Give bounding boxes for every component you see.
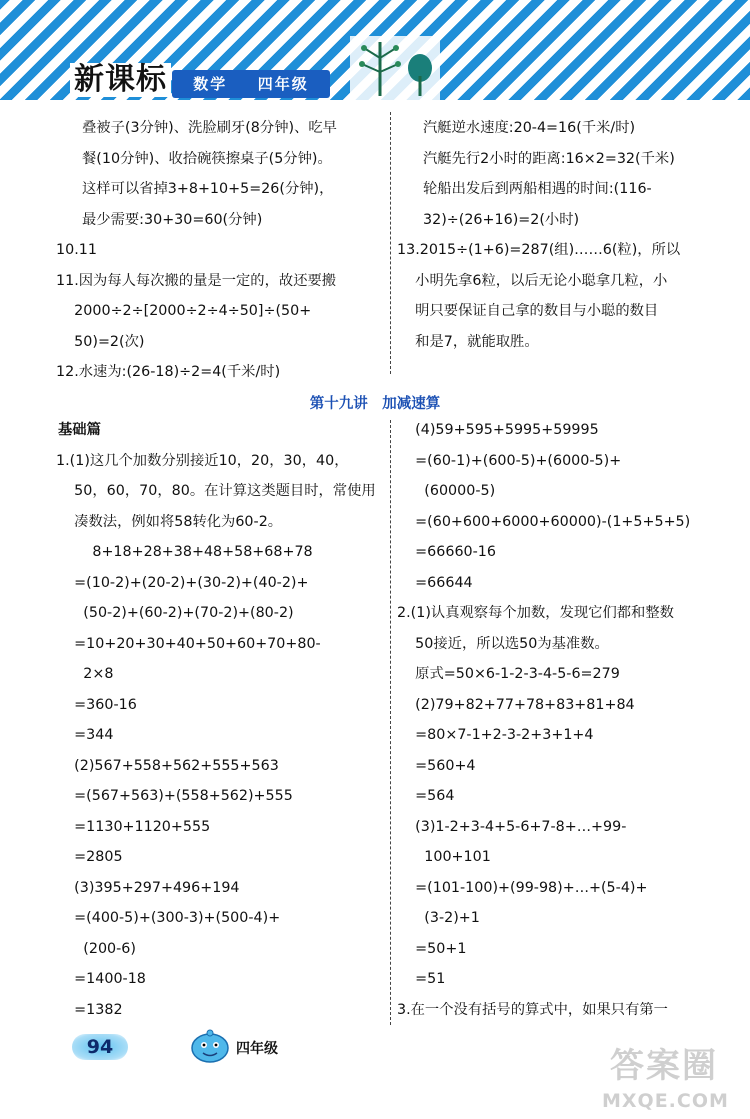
text-line: 餐(10分钟)、收拾碗筷擦桌子(5分钟)。 <box>82 150 332 167</box>
column-divider <box>390 420 391 1025</box>
text-line: 汽艇先行2小时的距离:16×2=32(千米) <box>423 150 675 167</box>
page-number: 94 <box>72 1034 128 1060</box>
text-line: =344 <box>56 727 114 743</box>
watermark-url: MXQE.COM <box>602 1090 729 1112</box>
text-line: (200-6) <box>56 940 136 957</box>
text-line: 最少需要:30+30=60(分钟) <box>82 211 263 228</box>
text-line: 12.水速为:(26-18)÷2=4(千米/时) <box>56 364 281 380</box>
text-line: =51 <box>397 971 446 987</box>
text-line: =66660-16 <box>397 544 496 560</box>
text-line: 3.在一个没有括号的算式中，如果只有第一 <box>397 1001 668 1018</box>
text-line: 凑数法，例如将58转化为60-2。 <box>56 513 283 530</box>
text-line: 叠被子(3分钟)、洗脸刷牙(8分钟)、吃早 <box>82 120 337 136</box>
text-line: 100+101 <box>397 849 491 865</box>
text-line: (3-2)+1 <box>397 910 480 926</box>
text-line: 11.因为每人每次搬的量是一定的，故还要搬 <box>56 272 337 289</box>
text-line: 2×8 <box>56 666 114 682</box>
top-left-column <box>56 113 382 388</box>
text-line: =66644 <box>397 574 473 591</box>
text-line: (3)1-2+3-4+5-6+7-8+…+99- <box>397 818 627 835</box>
text-line: =(60-1)+(600-5)+(6000-5)+ <box>397 452 622 469</box>
text-line: =(101-100)+(99-98)+…+(5-4)+ <box>397 879 648 896</box>
text-line: 13.2015÷(1+6)=287(组)……6(粒)，所以 <box>397 242 681 258</box>
text-line: =(60+600+6000+60000)-(1+5+5+5) <box>397 513 691 530</box>
text-line: 32)÷(26+16)=2(小时) <box>423 211 580 228</box>
text-line: 50，60，70，80。在计算这类题目时，常使用 <box>56 483 376 499</box>
text-line: =2805 <box>56 849 123 865</box>
text-line: 小明先拿6粒，以后无论小聪拿几粒，小 <box>397 272 668 289</box>
text-line: 和是7，就能取胜。 <box>397 333 539 350</box>
text-line: 原式=50×6-1-2-3-4-5-6=279 <box>397 666 620 682</box>
text-line: 10.11 <box>56 242 97 258</box>
watermark-logo <box>598 1038 746 1118</box>
bottom-right-column <box>397 415 737 1025</box>
grade-badge-label: 四年级 <box>257 75 309 93</box>
subject-grade-badge <box>172 70 330 98</box>
text-line: =564 <box>397 788 455 804</box>
text-line: (2)567+558+562+555+563 <box>56 757 279 774</box>
text-line: 1.(1)这几个加数分别接近10，20，30，40， <box>56 452 349 469</box>
text-line: =1400-18 <box>56 971 146 987</box>
section-title: 第十九讲 加减速算 <box>309 396 441 412</box>
text-line: 50接近，所以选50为基准数。 <box>397 635 609 652</box>
text-line: 8+18+28+38+48+58+68+78 <box>56 544 313 560</box>
text-line: =(400-5)+(300-3)+(500-4)+ <box>56 910 281 926</box>
text-line: 汽艇逆水速度:20-4=16(千米/时) <box>423 120 636 136</box>
text-line: =80×7-1+2-3-2+3+1+4 <box>397 727 594 743</box>
text-line: 轮船出发后到两船相遇的时间:(116- <box>423 181 652 197</box>
text-line: (50-2)+(60-2)+(70-2)+(80-2) <box>56 605 294 621</box>
text-line: =10+20+30+40+50+60+70+80- <box>56 635 321 652</box>
text-line: (4)59+595+5995+59995 <box>397 422 599 438</box>
series-title: 新课标 <box>70 63 171 97</box>
text-line: =360-16 <box>56 696 137 713</box>
text-line: =1130+1120+555 <box>56 818 211 835</box>
top-right-column <box>397 113 723 357</box>
text-line: 50)=2(次) <box>56 333 145 350</box>
text-line: (3)395+297+496+194 <box>56 879 240 896</box>
text-line: 这样可以省掉3+8+10+5=26(分钟)， <box>82 181 334 197</box>
subsection-heading: 基础篇 <box>58 422 101 438</box>
text-line: =50+1 <box>397 940 467 957</box>
subject-label: 数学 <box>193 75 228 93</box>
watermark-text: 答案圈 <box>610 1046 718 1086</box>
tree-icon <box>350 36 440 100</box>
text-line: (2)79+82+77+78+83+81+84 <box>397 696 635 713</box>
text-line: 明只要保证自己拿的数目与小聪的数目 <box>397 303 659 319</box>
text-line: =(10-2)+(20-2)+(30-2)+(40-2)+ <box>56 574 309 591</box>
text-line: =1382 <box>56 1001 123 1018</box>
mascot-icon <box>190 1028 230 1064</box>
footer-grade-label: 四年级 <box>236 1041 278 1057</box>
text-line: (60000-5) <box>397 483 496 499</box>
text-line: =560+4 <box>397 757 476 774</box>
bottom-left-column <box>56 415 386 1025</box>
text-line: 2000÷2÷[2000÷2÷4÷50]÷(50+ <box>56 303 312 319</box>
column-divider <box>390 112 391 374</box>
text-line: 2.(1)认真观察每个加数，发现它们都和整数 <box>397 605 674 621</box>
text-line: =(567+563)+(558+562)+555 <box>56 788 293 804</box>
